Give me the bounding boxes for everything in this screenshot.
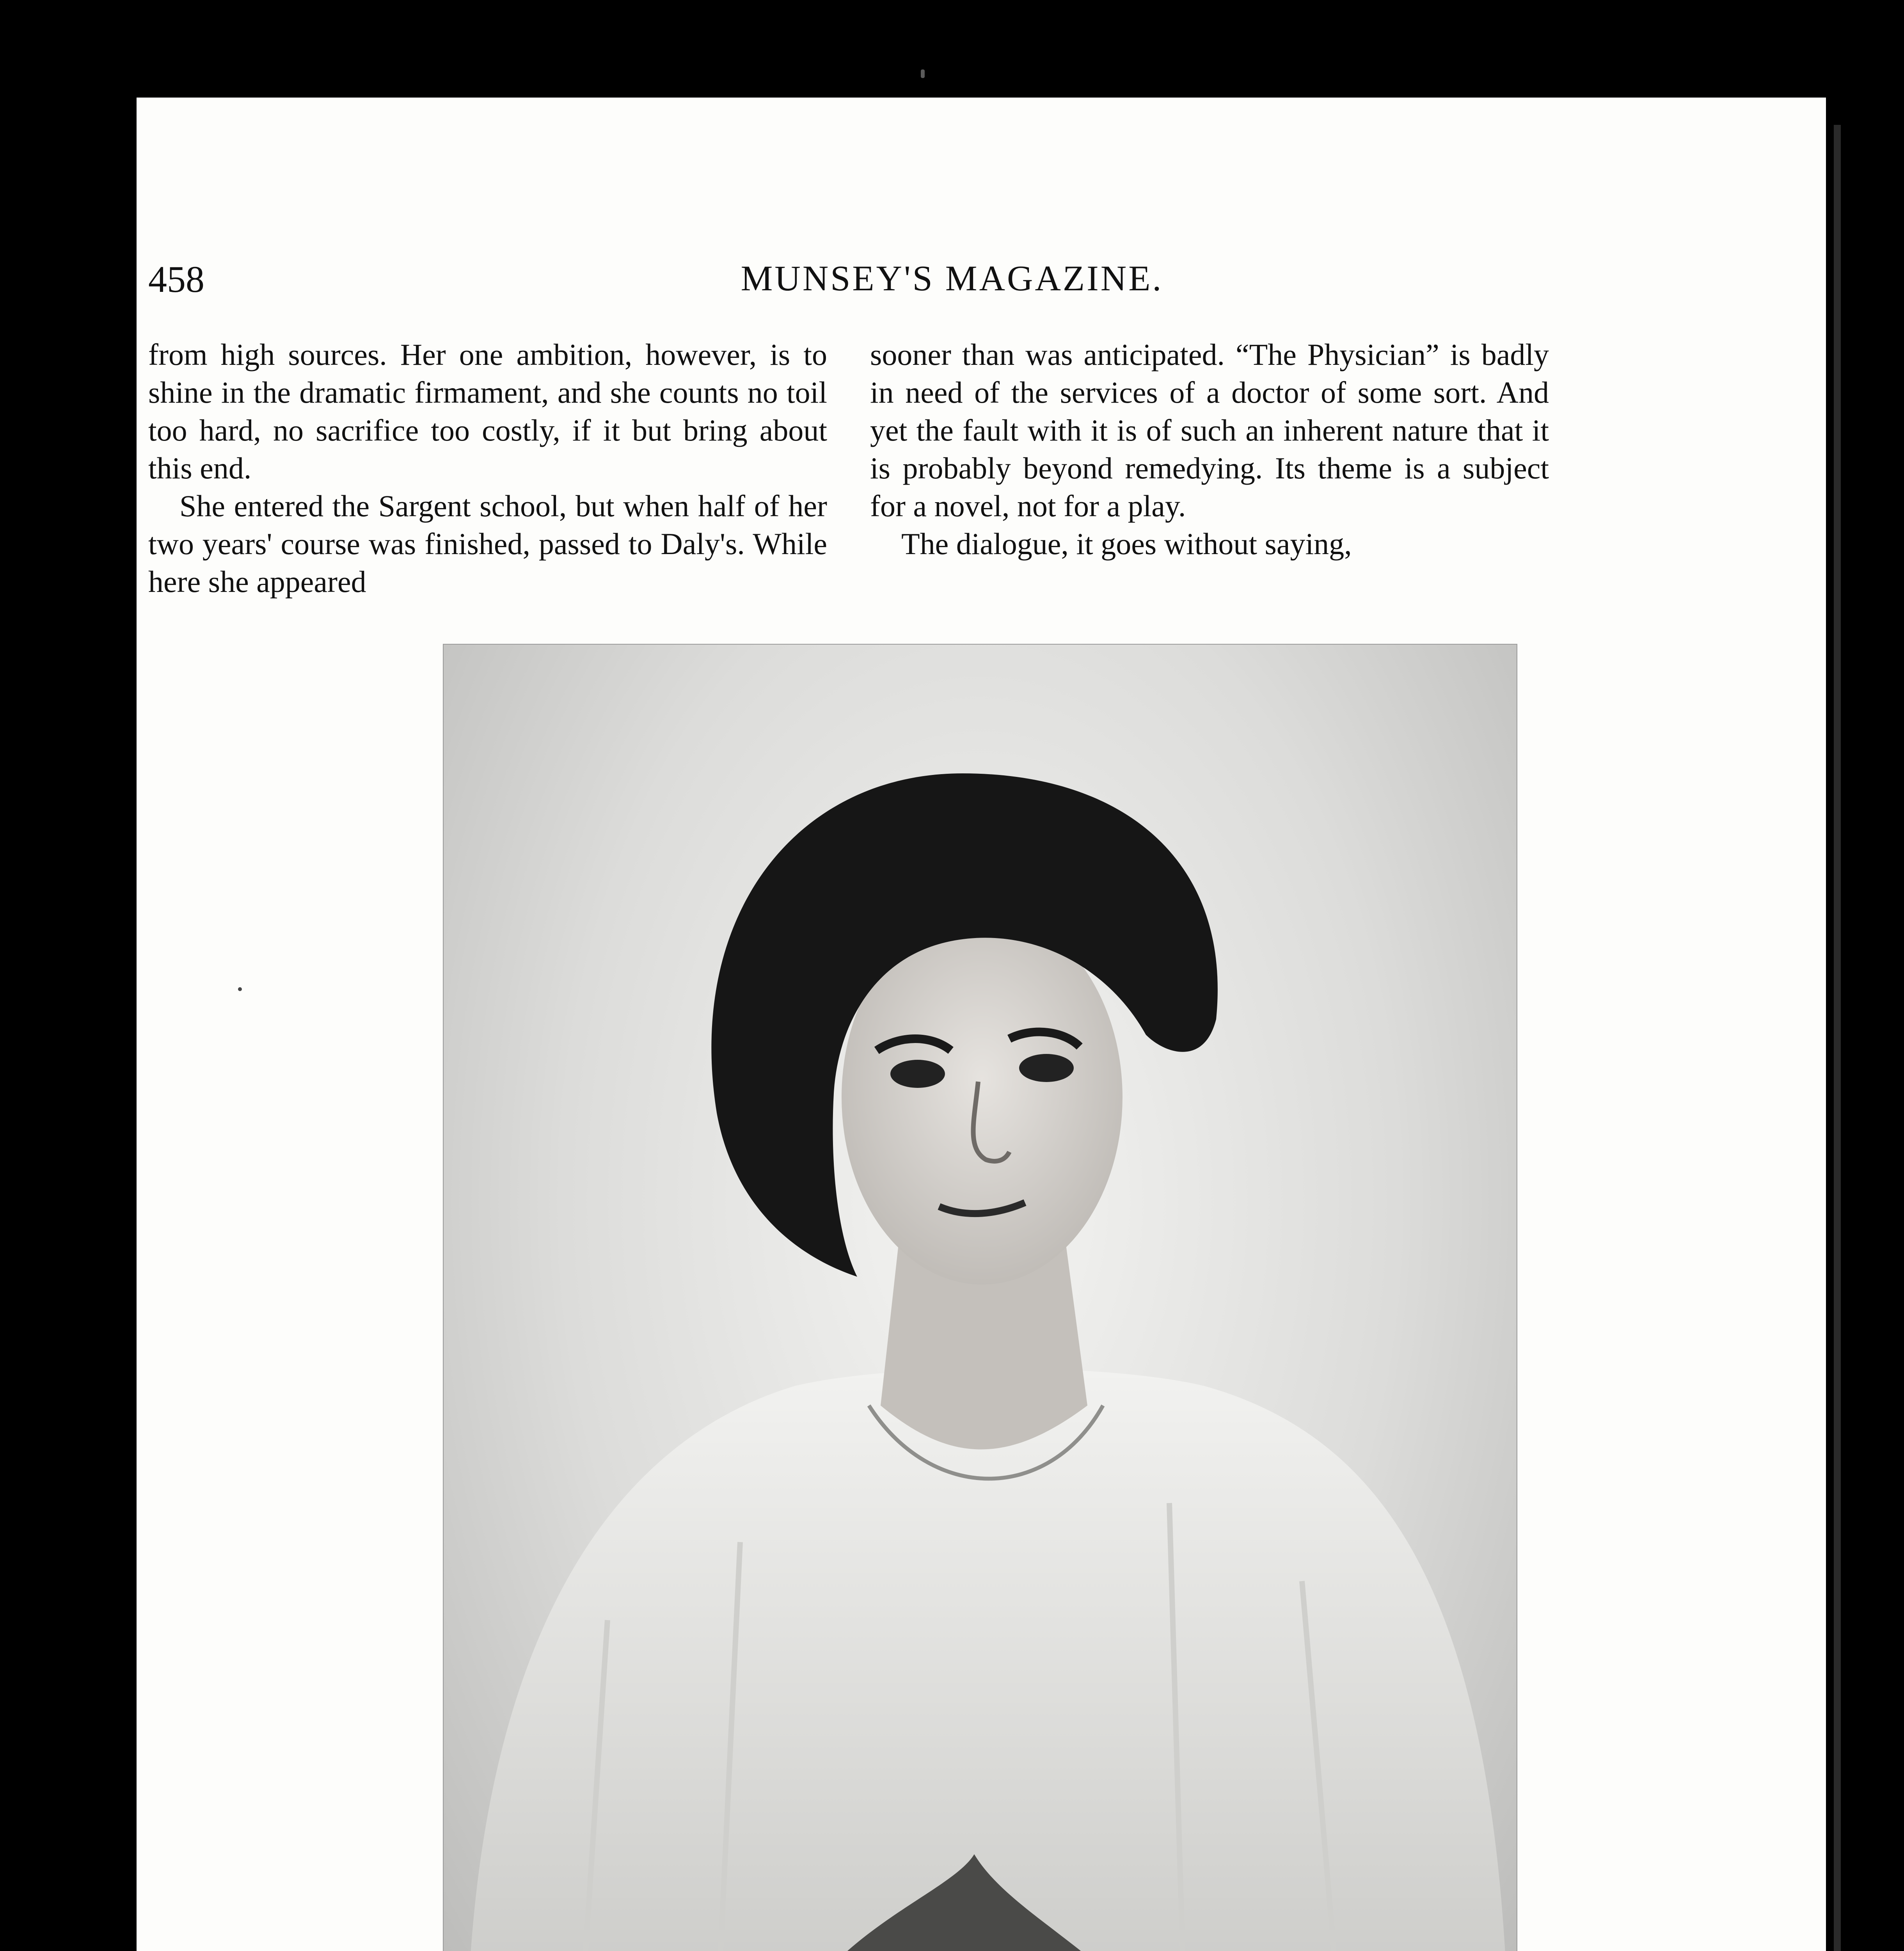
running-title: MUNSEY'S MAGAZINE.: [741, 258, 1163, 298]
top-right-column: [870, 336, 1549, 563]
paragraph: from high sources. Her one ambition, however, is to shine in the dramatic firmament, and she counts no toil too hard, no sacrifice too costly, if it but bring about this end.: [148, 338, 827, 485]
page-edge: [1834, 125, 1841, 1951]
scan-speck: [238, 987, 242, 991]
page-number: 458: [148, 258, 204, 300]
paragraph: She entered the Sargent school, but when half of her two years' course was finished, passed to Daly's. While here she appeared: [148, 489, 827, 599]
scan-mark: [921, 69, 925, 78]
top-left-column: [148, 336, 827, 601]
paragraph: sooner than was anticipated. “The Physician” is badly in need of the services of a doctor of some sort. And yet the fault with it is of such an inherent nature that it is probably beyond remedying. Its theme is a subject for a novel, not for a play.: [870, 338, 1549, 523]
paragraph: The dialogue, it goes without saying,: [901, 527, 1352, 561]
page-header: [0, 258, 1904, 304]
portrait-photo: [443, 644, 1517, 1951]
portrait-illustration: [444, 645, 1517, 1951]
